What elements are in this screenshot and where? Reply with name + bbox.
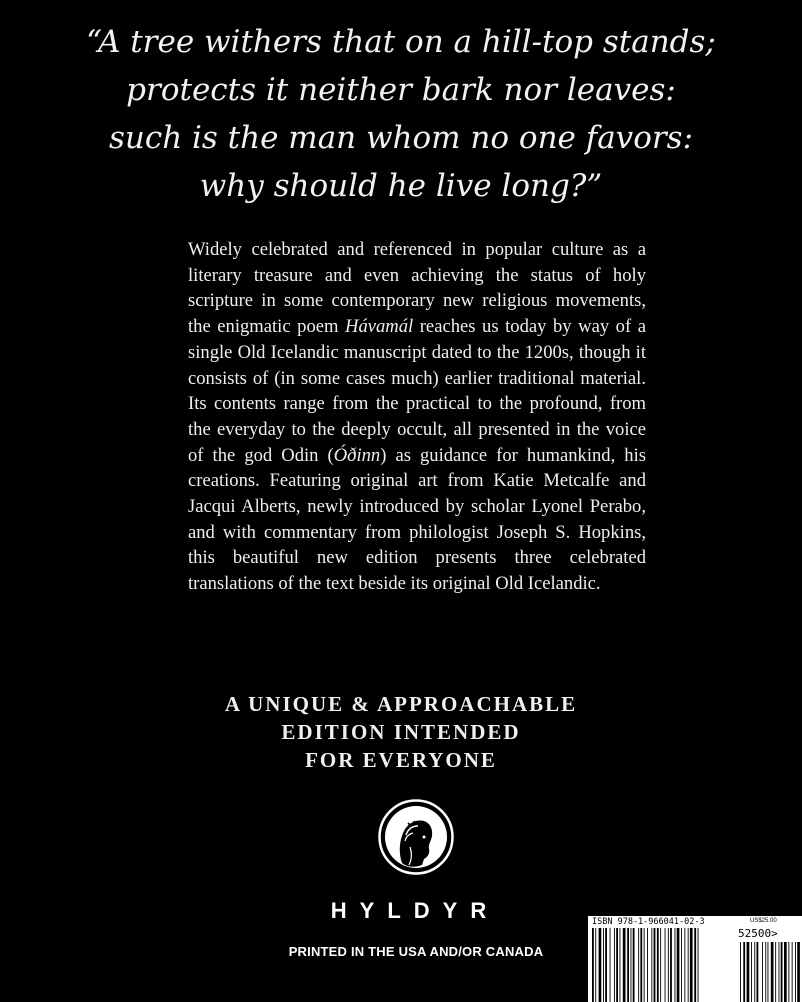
barcode-bar xyxy=(616,928,618,1002)
barcode-bar xyxy=(698,928,699,1002)
barcode-bar xyxy=(775,942,776,1002)
barcode-bar xyxy=(595,928,596,1002)
barcode-bar xyxy=(605,928,607,1002)
barcode-bar xyxy=(762,942,763,1002)
quote-line: “A tree withers that on a hill-top stands; xyxy=(86,24,716,60)
tagline-line: FOR EVERYONE xyxy=(305,748,497,772)
barcode-bar xyxy=(779,942,780,1002)
publisher-emblem-icon xyxy=(378,799,454,875)
isbn-number: ISBN 978-1-966041-02-3 xyxy=(592,917,705,927)
barcode-bar xyxy=(765,942,766,1002)
barcode-bar xyxy=(792,942,793,1002)
barcode-bar xyxy=(638,928,639,1002)
isbn-barcode xyxy=(588,916,802,1002)
barcode-bar xyxy=(797,942,800,1002)
barcode-bar xyxy=(633,928,635,1002)
epigraph-quote xyxy=(0,18,802,210)
barcode-bar xyxy=(751,942,752,1002)
barcode-bar xyxy=(647,928,648,1002)
barcode-bar xyxy=(754,942,755,1002)
quote-line: such is the man whom no one favors: xyxy=(108,120,694,156)
barcode-bar xyxy=(681,928,682,1002)
barcode-bar xyxy=(644,928,645,1002)
barcode-bar xyxy=(788,942,789,1002)
barcode-bar xyxy=(670,928,672,1002)
barcode-bar xyxy=(688,928,689,1002)
barcode-bar xyxy=(623,928,626,1002)
barcode-bar xyxy=(743,942,745,1002)
barcode-bar xyxy=(784,942,787,1002)
tagline xyxy=(0,690,802,774)
barcode-bar xyxy=(684,928,685,1002)
barcode-bar xyxy=(665,928,666,1002)
barcode-bar xyxy=(614,928,615,1002)
barcode-bar xyxy=(768,942,769,1002)
barcode-bar xyxy=(627,928,629,1002)
barcode-bar xyxy=(654,928,656,1002)
barcode-bar xyxy=(668,928,669,1002)
barcode-bar xyxy=(781,942,783,1002)
barcode-bar xyxy=(603,928,604,1002)
quote-line: why should he live long?” xyxy=(199,168,603,204)
printed-location-note: PRINTED IN THE USA AND/OR CANADA xyxy=(288,944,544,959)
price-code: 52500> xyxy=(738,927,778,940)
barcode-bar xyxy=(620,928,621,1002)
blurb-text-middle: reaches us today by way of a single Old Icelandic manuscript dated to the 1200s, though it consists of (in some cases much) earlier traditional material. Its contents range from the practical to the profound, from the everyday to the deeply occult, all presented in the voice of the god Odin ( xyxy=(188,316,646,466)
barcode-bar xyxy=(640,928,642,1002)
description-blurb xyxy=(188,237,646,597)
barcode-bar xyxy=(677,928,680,1002)
quote-line: protects it neither bark nor leaves: xyxy=(126,72,676,108)
blurb-text-end: ) as guidance for humankind, his creations. Featuring original art from Katie Metcalfe and Jacqui Alberts, newly introduced by scholar Lyonel Perabo, and with commentary from philologist Joseph S. Hopkins, this beautiful new edition presents three celebrated translations of the text beside its original Old Icelandic. xyxy=(188,444,646,595)
barcode-bar xyxy=(631,928,632,1002)
tagline-line: A UNIQUE & APPROACHABLE xyxy=(224,692,578,716)
price-label: US$25.00 xyxy=(750,918,777,924)
barcode-bar xyxy=(757,942,759,1002)
barcode-bar xyxy=(675,928,676,1002)
poem-title: Hávamál xyxy=(345,316,414,338)
barcode-bar xyxy=(740,942,741,1002)
barcode-bar xyxy=(690,928,693,1002)
barcode-bar xyxy=(771,942,774,1002)
barcode-bar xyxy=(599,928,602,1002)
barcode-bar xyxy=(747,942,750,1002)
barcode-bar xyxy=(651,928,652,1002)
publisher-logo: HYLDYR xyxy=(330,898,500,923)
barcode-bar xyxy=(657,928,659,1002)
tagline-line: EDITION INTENDED xyxy=(281,720,521,744)
barcode-bar xyxy=(660,928,661,1002)
barcode-bar xyxy=(592,928,594,1002)
barcode-bar xyxy=(694,928,696,1002)
god-name: Óðinn xyxy=(333,444,381,466)
barcode-bar xyxy=(610,928,611,1002)
barcode-bar xyxy=(795,942,796,1002)
blurb-text-start: Widely celebrated and referenced in popular culture as a literary treasure and even achieving the status of holy scripture in some contemporary new religious movements, the enigmatic poem xyxy=(188,239,646,338)
